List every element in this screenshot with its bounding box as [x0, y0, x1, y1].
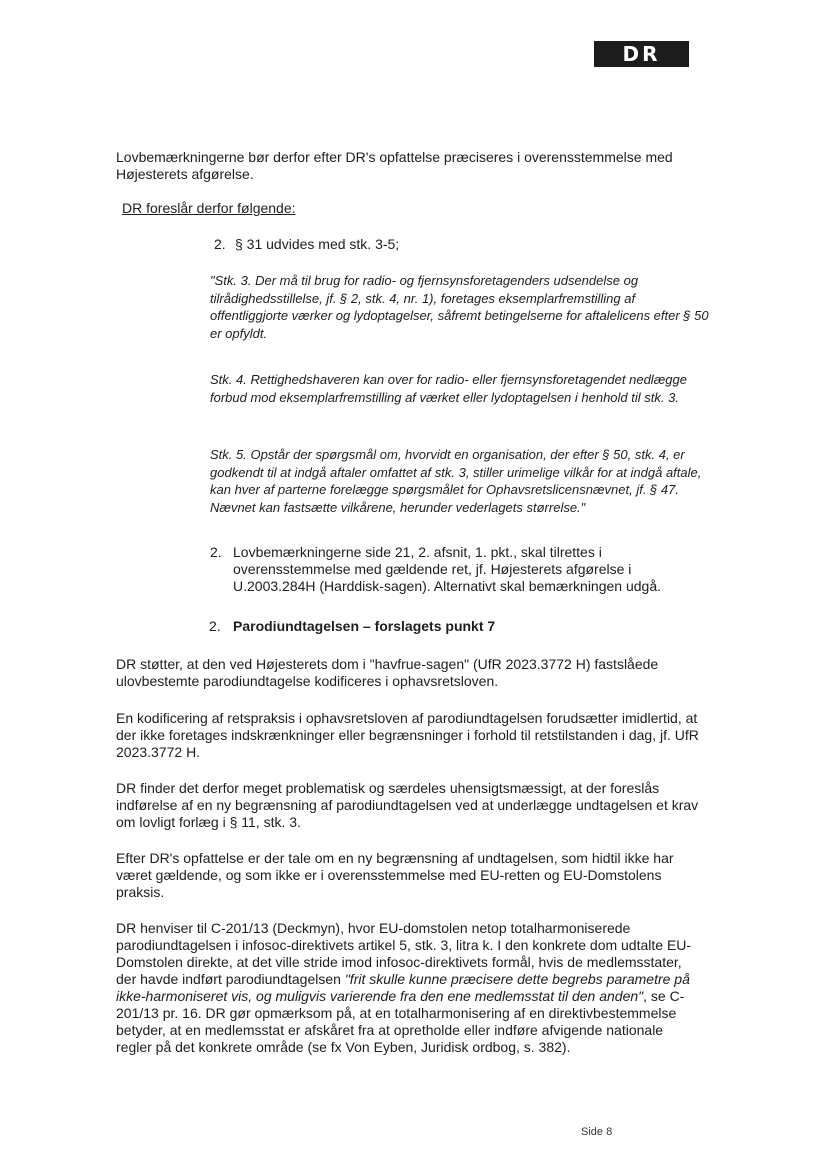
item-b-text: Lovbemærkningerne side 21, 2. afsnit, 1. pkt., skal tilrettes i overensstemmelse med gældende ret, jf. Højesterets afgørelse i U.2003.284H (Harddisk-sagen). Alternativt skal bemærkningen udgå.	[233, 544, 662, 594]
page-number: Side 8	[581, 1126, 613, 1138]
quote-stk4: Stk. 4. Rettighedshaveren kan over for radio- eller fjernsynsforetagendet nedlægge forbud mod eksemplarfremstilling af værket eller lydoptagelsen i henhold til stk. 3.	[210, 372, 687, 405]
item-b-number: 2.	[210, 544, 222, 560]
paragraph-5	[116, 920, 702, 1056]
paragraph-4: Efter DR's opfattelse er der tale om en ny begrænsning af undtagelsen, som hidtil ikke har været gældende, og som ikke er i overensstemmelse med EU-retten og EU-Domstolens praksis.	[116, 850, 674, 900]
quote-stk5: Stk. 5. Opstår der spørgsmål om, hvorvidt en organisation, der efter § 50, stk. 4, er godkendt til at indgå aftaler omfattet af stk. 3, stiller urimelige vilkår for at indgå aftale, kan hver af parterne forelægge spørgsmålet for Ophavsretslicensnævnet, jf. § 47. Nævnet kan fastsætte vilkårene, herunder vederlagets størrelse."	[210, 447, 702, 515]
proposal-heading: DR foreslår derfor følgende:	[122, 200, 296, 216]
item-a-number: 2.	[214, 236, 226, 252]
paragraph-1: DR støtter, at den ved Højesterets dom i "havfrue-sagen" (UfR 2023.3772 H) fastslåede ulovbestemte parodiundtagelse kodificeres i ophavsretsloven.	[116, 656, 659, 689]
section-number: 2.	[209, 618, 221, 634]
paragraph-5-part-a: DR henviser til C-201/13 (Deckmyn), hvor EU-domstolen netop totalharmoniserede parodiundtagelsen i infosoc-direktivets artikel 5, stk. 3, litra k. I den konkrete dom udtalte EU-Domstolen direkte, at det ville stride imod infosoc-direktivets formål, hvis de medlemsstater, der havde indført parodiundtagelsen	[116, 920, 692, 987]
section-title: Parodiundtagelsen – forslagets punkt 7	[233, 618, 496, 634]
intro-paragraph: Lovbemærkningerne bør derfor efter DR's opfattelse præciseres i overensstemmelse med Højesterets afgørelse.	[116, 149, 673, 182]
item-a-text: § 31 udvides med stk. 3-5;	[235, 236, 400, 252]
paragraph-5-quote: "frit skulle kunne præcisere dette begrebs parametre på ikke-harmoniseret vis, og muligvis varierende fra den ene medlemsstat til den anden"	[116, 971, 690, 1004]
paragraph-3: DR finder det derfor meget problematisk og særdeles uhensigtsmæssigt, at der foreslås indførelse af en ny begrænsning af parodiundtagelsen ved at underlægge undtagelsen et krav om lovligt forlæg i § 11, stk. 3.	[116, 780, 699, 830]
paragraph-5-part-c: , se C-201/13 pr. 16. DR gør opmærksom på, at en totalharmonisering af en direktivbestemmelse betyder, at en medlemsstat er afskåret fra at opretholde eller indføre afvigende nationale regler på det konkrete område (se fx Von Eyben, Juridisk ordbog, s. 382).	[116, 988, 685, 1055]
dr-logo: DR	[594, 41, 689, 67]
quote-stk3: "Stk. 3. Der må til brug for radio- og fjernsynsforetagenders udsendelse og tilrådighedsstillelse, jf. § 2, stk. 4, nr. 1), foretages eksemplarfremstilling af offentliggjorte værker og lydoptagelser, såfremt betingelserne for aftalelicens efter § 50 er opfyldt.	[210, 273, 709, 341]
paragraph-2: En kodificering af retspraksis i ophavsretsloven af parodiundtagelsen forudsætter imidlertid, at der ikke foretages indskrænkninger eller begrænsninger i forhold til retstilstanden i dag, jf. UfR 2023.3772 H.	[116, 710, 699, 760]
